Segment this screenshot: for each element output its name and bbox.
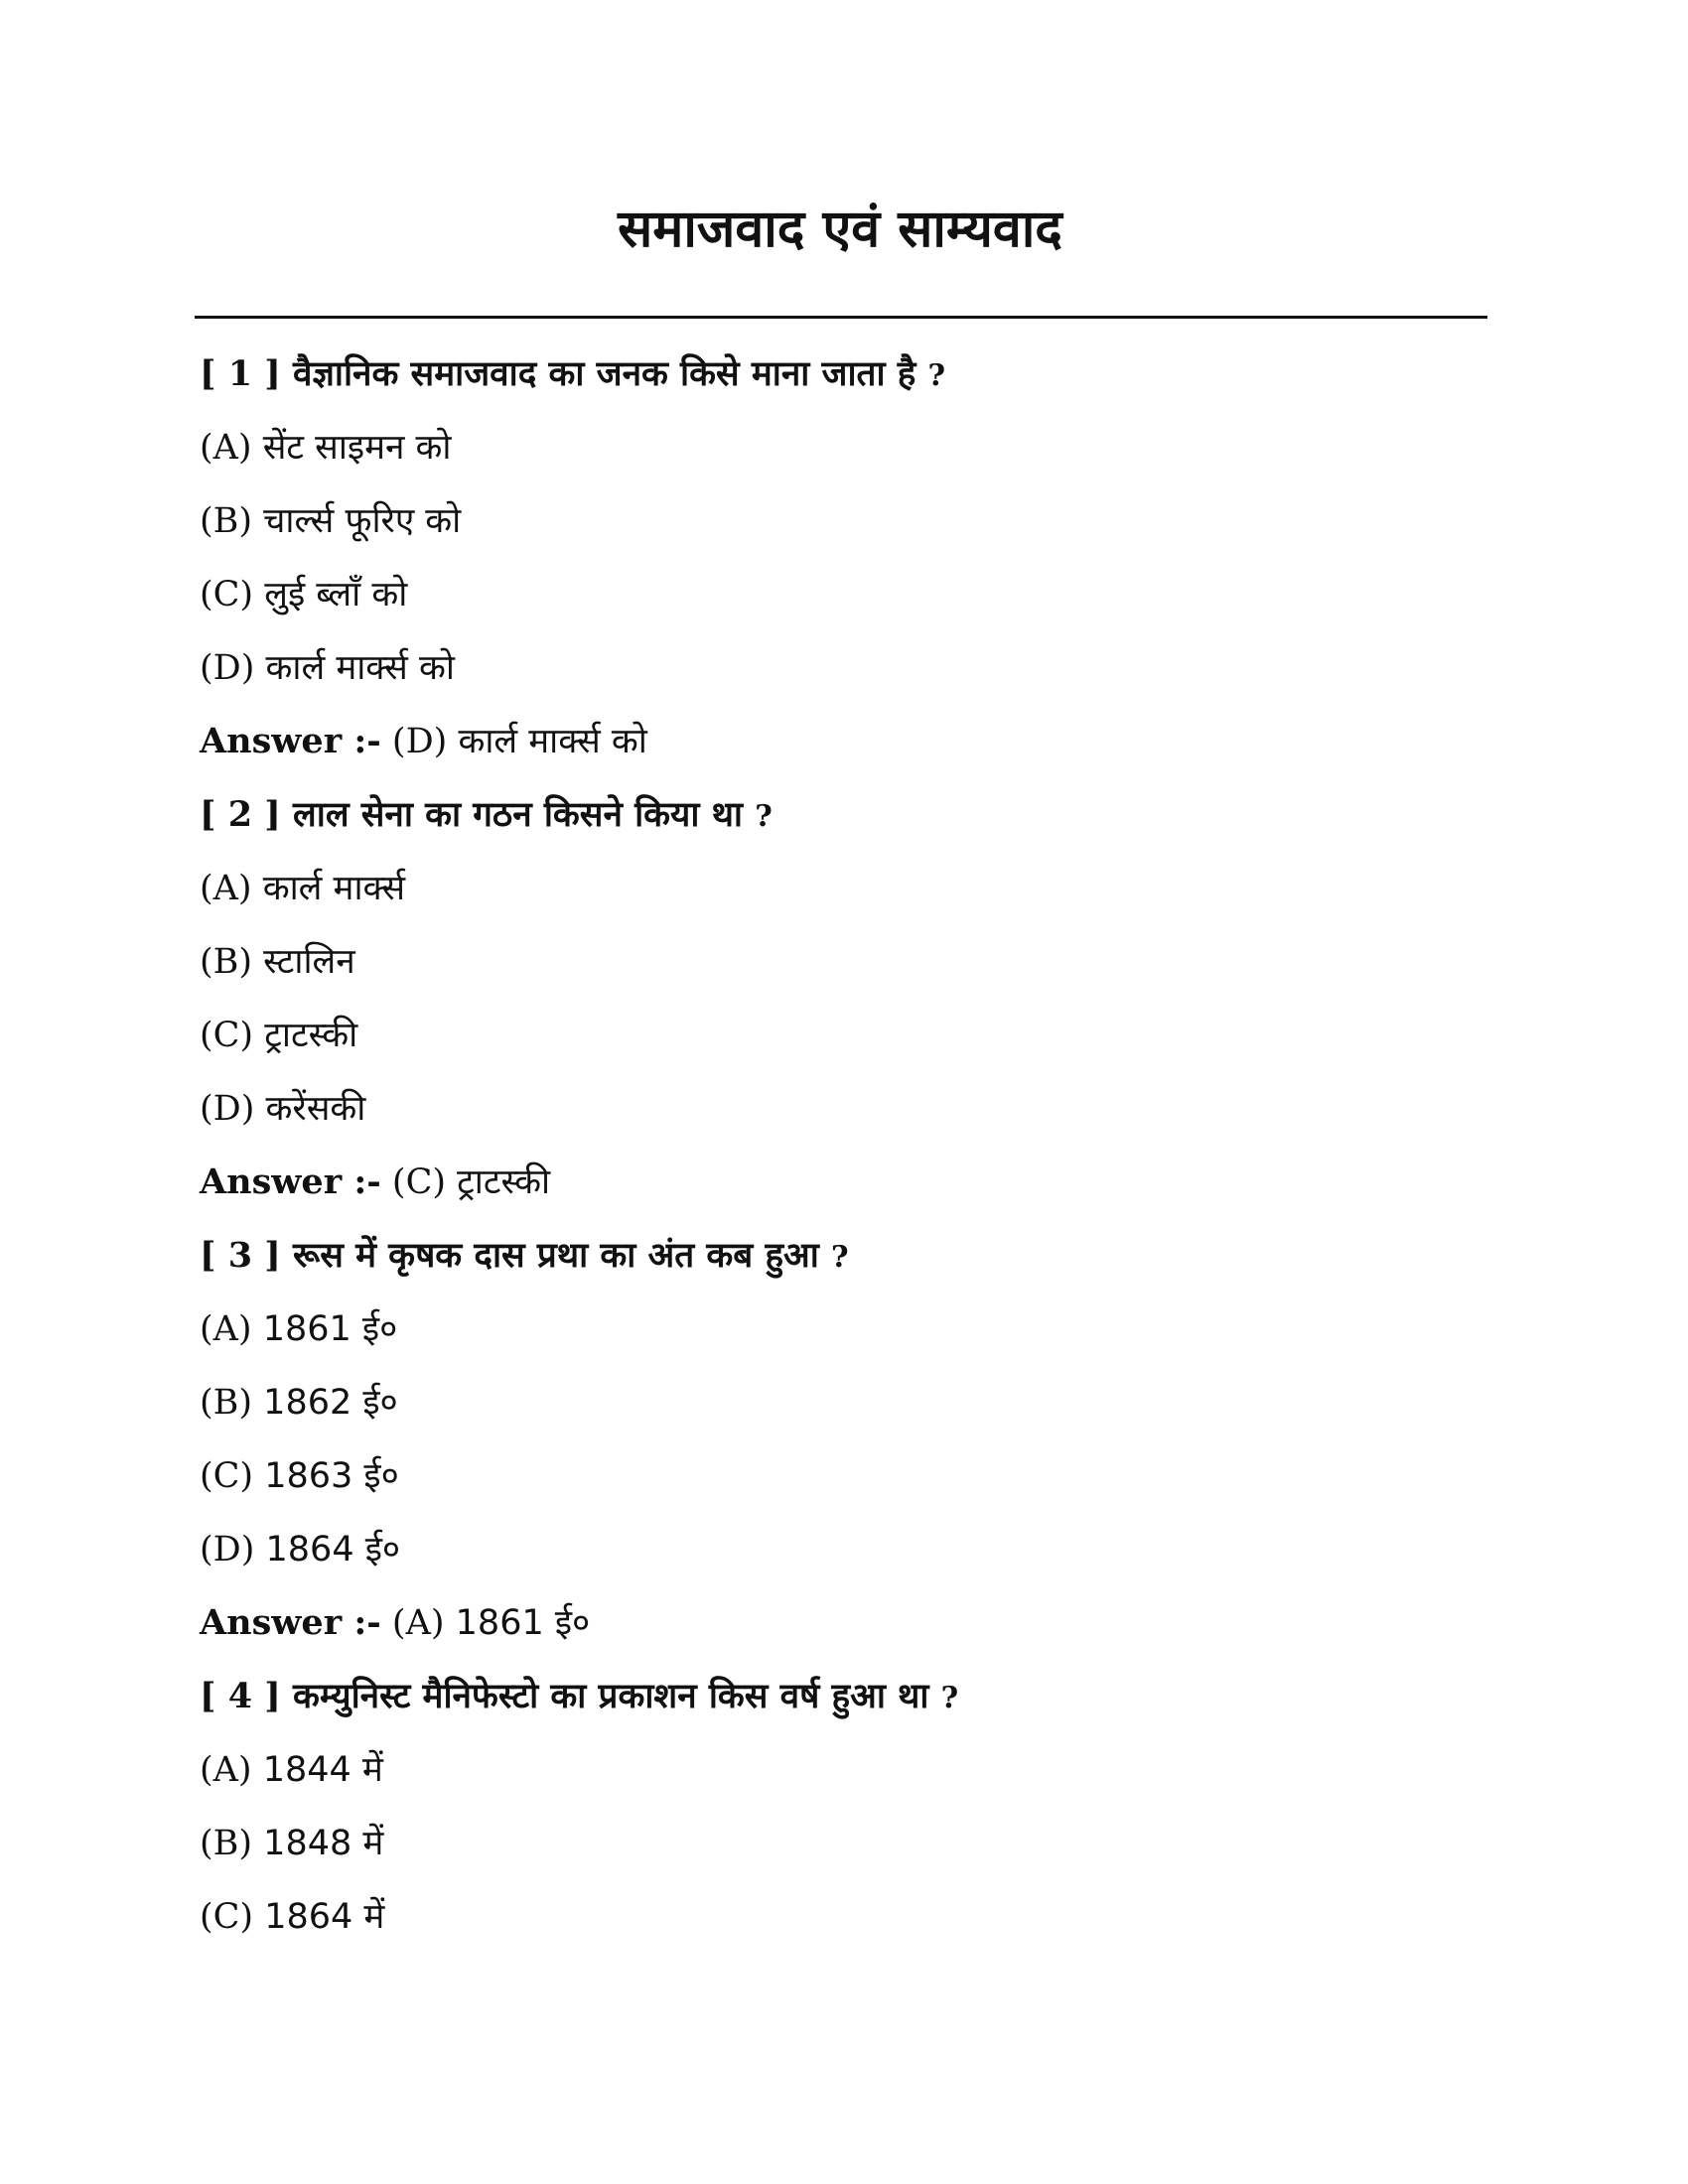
question-text: रूस में कृषक दास प्रथा का अंत कब हुआ <box>293 1236 819 1276</box>
option-text: कार्ल मार्क्स को <box>265 648 455 688</box>
option-letter: (B) <box>200 1824 253 1863</box>
option-letter: (C) <box>200 1456 254 1496</box>
answer-line <box>200 705 1490 778</box>
option-text: चार्ल्स फूरिए को <box>263 501 462 541</box>
option-letter: (D) <box>200 1530 255 1570</box>
option-d <box>200 631 1490 705</box>
option-letter: (D) <box>200 648 255 688</box>
answer-label: Answer :- <box>200 721 381 761</box>
answer-text: 1861 ई० <box>455 1603 591 1643</box>
option-d <box>200 1513 1490 1586</box>
option-text: 1862 ई० <box>263 1383 398 1423</box>
answer-line <box>200 1586 1490 1660</box>
option-text: ट्राटस्की <box>264 1016 358 1055</box>
question-number: [ 1 ] <box>200 353 281 394</box>
option-letter: (D) <box>200 1089 255 1129</box>
option-a <box>200 1733 1490 1807</box>
question-3 <box>200 1219 1490 1293</box>
option-letter: (C) <box>200 1016 254 1055</box>
answer-text: कार्ल मार्क्स को <box>458 722 647 761</box>
option-letter: (B) <box>200 942 253 982</box>
option-b <box>200 1807 1490 1880</box>
question-mark: ? <box>831 1240 849 1275</box>
answer-line <box>200 1146 1490 1219</box>
answer-letter: (C) <box>391 1162 447 1202</box>
question-mark: ? <box>927 358 946 393</box>
option-text: 1861 ई० <box>262 1309 398 1349</box>
question-list <box>200 338 1490 1954</box>
option-a <box>200 1293 1490 1366</box>
option-letter: (A) <box>200 1309 252 1349</box>
option-letter: (B) <box>200 1383 253 1423</box>
option-text: कार्ल मार्क्स <box>262 869 406 908</box>
option-text: 1844 में <box>262 1750 383 1790</box>
option-c <box>200 999 1490 1072</box>
option-b <box>200 484 1490 558</box>
answer-text: ट्राटस्की <box>457 1162 551 1202</box>
option-letter: (B) <box>200 501 253 541</box>
question-2 <box>200 778 1490 852</box>
option-text: 1864 ई० <box>265 1530 401 1570</box>
question-number: [ 3 ] <box>200 1235 281 1276</box>
question-1 <box>200 338 1490 411</box>
answer-letter: (A) <box>391 1603 445 1643</box>
option-c <box>200 1880 1490 1954</box>
option-c <box>200 1439 1490 1513</box>
option-letter: (C) <box>200 575 254 614</box>
answer-label: Answer :- <box>200 1161 381 1202</box>
question-number: [ 4 ] <box>200 1676 281 1716</box>
option-text: 1848 में <box>263 1824 384 1863</box>
option-a <box>200 411 1490 484</box>
option-letter: (A) <box>200 1750 252 1790</box>
question-mark: ? <box>755 799 773 834</box>
option-a <box>200 852 1490 925</box>
option-letter: (A) <box>200 869 252 908</box>
option-text: लुई ब्लाँ को <box>264 575 408 614</box>
question-number: [ 2 ] <box>200 794 281 835</box>
option-text: 1864 में <box>264 1897 385 1937</box>
option-b <box>200 1366 1490 1439</box>
option-letter: (A) <box>200 428 252 468</box>
option-text: करेंसकी <box>265 1089 366 1129</box>
answer-label: Answer :- <box>200 1602 381 1643</box>
question-text: कम्युनिस्ट मैनिफेस्टो का प्रकाशन किस वर्ष हुआ था <box>293 1677 929 1716</box>
option-text: सेंट साइमन को <box>262 428 452 468</box>
option-text: स्टालिन <box>263 942 355 982</box>
option-b <box>200 925 1490 999</box>
answer-letter: (D) <box>391 722 448 761</box>
option-c <box>200 558 1490 631</box>
page-title: समाजवाद एवं साम्यवाद <box>618 200 1062 259</box>
option-letter: (C) <box>200 1897 254 1937</box>
option-d <box>200 1072 1490 1146</box>
option-text: 1863 ई० <box>264 1456 399 1496</box>
title-divider <box>195 316 1487 319</box>
question-text: वैज्ञानिक समाजवाद का जनक किसे माना जाता है <box>293 354 916 394</box>
question-text: लाल सेना का गठन किसने किया था <box>293 795 743 835</box>
question-mark: ? <box>940 1681 959 1715</box>
question-4 <box>200 1660 1490 1733</box>
